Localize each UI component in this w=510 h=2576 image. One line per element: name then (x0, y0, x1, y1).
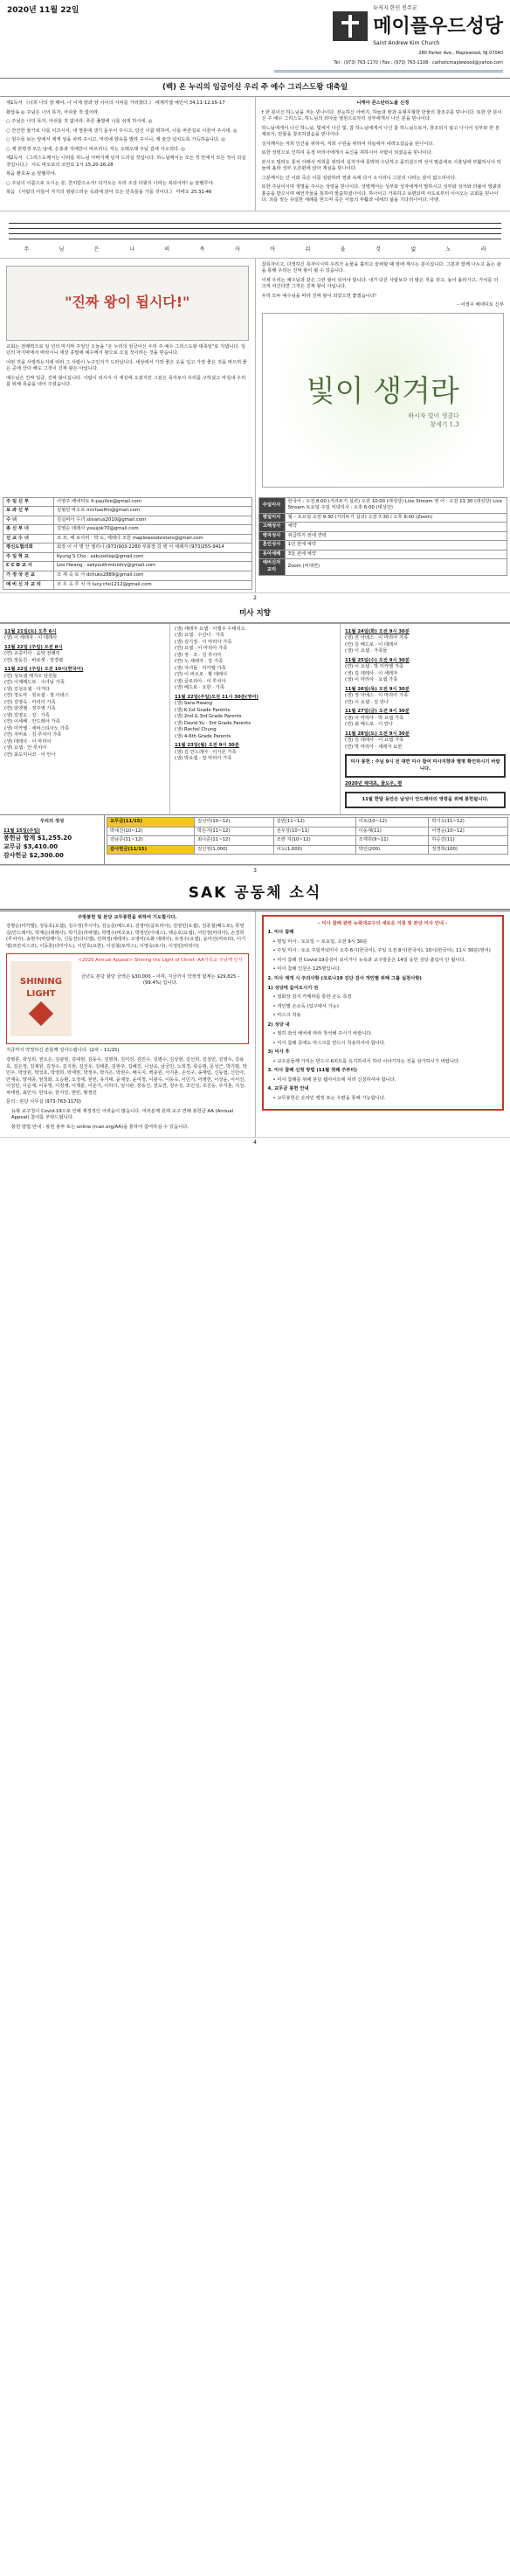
schedule-label: 평일미사 (258, 513, 285, 523)
covid-item: • 교우분들께 가리는 반드시 6피트를 유지하셔서 하여 이야기하는 것을 삼가하시기 바랍니다. (272, 1058, 460, 1064)
church-en-name: Saint Andrew Kim Church (373, 39, 440, 46)
mass-intention-item: (생) 2nd & 3rd Grade Parents (175, 714, 242, 720)
schedule-row (258, 541, 507, 551)
schedule-row (258, 513, 507, 523)
covid-item: • 필히 좌석 배치에 따라 착석해 주시기 바랍니다. (272, 1031, 373, 1037)
mass-intention-item: (연) 자비로 · 김 루치아 가족 (4, 732, 62, 738)
staff-role: C C D 교 사 (3, 562, 54, 571)
mass-intention-item: (연) 노 세레자 · 강 가족 (175, 659, 224, 665)
mass-intention-item: (연) 장동진 · 바로셋 · 장경렬 (4, 657, 64, 663)
mass-intention-item: (연) 성요셉 레지오 단원들 (4, 673, 58, 679)
offering-cell: 박인(200) (355, 845, 429, 855)
lyric-syllable: 노 (445, 246, 451, 253)
staff-row (3, 552, 252, 562)
reading-line: 복음 《사람의 아들이 자기의 영광스러운 옥좌에 앉아 모든 민족들을 가를 것이다.》 마태오 25,31-46 (6, 190, 212, 196)
schedule-value: 한국어 : 오전 8:00 (거리두기 실외) 오전 10:00 (대성당) Live Stream 영 어 : 오전 11:30 (대성당) Live Stream 토요일 주일 저녁미사 : 오후 6:00 (대성당) (285, 497, 507, 513)
offering-table-row (107, 836, 508, 846)
staff-table (3, 497, 252, 590)
sak-news-title: SAK 공동체 소식 (0, 877, 510, 911)
offering-table (107, 817, 508, 855)
appeal-note: 뉴왁 교구청이 Covid-19으로 인해 재정적인 어려움이 많습니다. 여러분께 원래 교구 연례 봉헌금 AA (Annual Appeal) 참여를 부탁드립니다. (11, 1108, 234, 1121)
church-address: 280 Parker Ave., Maplewood, NJ 07040 (418, 51, 503, 57)
schedule-row (258, 550, 507, 559)
schedule-row (258, 497, 507, 513)
mass-intention-item: (생) 전 아녜스 · 이 마리아 가족 (345, 635, 409, 641)
mass-intention-item: (생) 자녀들 · 미카엘 가족 (175, 665, 226, 671)
mass-intention-item: (생) 이 요셉 · 가족들 (345, 648, 388, 654)
offering-cell: 이토(10~12) (355, 818, 429, 828)
lyric-syllable: 자 (234, 246, 240, 253)
staff-role: 보 좌 신 부 (3, 507, 54, 516)
offering-cell: 박기오(11~12) (429, 818, 508, 828)
king-illustration (6, 266, 249, 341)
mass-notice: 미사 봉헌 : 주님 9시 전 대면 미사 참여 미사지향과 별명 확인하시기 바랍니다. (345, 754, 506, 778)
homily-paragraph: 참목자이고, 다정하신 목자이시며 우리가 눈물을 흘리고 슬퍼할 때 옆에 계시는 분이십니다. 그분과 함께 나누고 돕는 삶을 통해 우리는 진짜 왕이 될 수 있습니다. (261, 261, 501, 274)
calligraphy-text: 빛이 생겨라 (306, 373, 459, 409)
lyric-syllable: 것 (376, 246, 381, 253)
staff-row (3, 571, 252, 580)
mass-intention-item: (생) 글로리아 · 이 루치아 (175, 678, 226, 684)
schedule-label: 병자성사 (258, 531, 285, 541)
homily-paragraph: 이제 우리는 예수님과 같은 그런 왕이 되어야 합니다. 내가 다른 사람보다 더 많은 것을 갖고, 높이 올라가고, 가치를 더 크게 여긴다면 그것은 진짜 왕이 아닙니다. (261, 277, 499, 290)
mass-intention-item: (연) 이 요셉 · 김 안나 (345, 699, 389, 705)
church-name: 메이플우드성당 (373, 15, 503, 38)
mass-day-heading: 11월 21일(토) 오후 6시 (4, 628, 57, 634)
mass-intention-item: (생) 요셉 · 안 루치아 (4, 745, 47, 751)
creed-column (255, 97, 510, 211)
music-staff-lines (9, 218, 501, 239)
reading-line: ○ 주님은 나의 목자, 아쉬울 것 없어라. 푸른 풀밭에 나를 쉬게 하시네. ◎ (6, 119, 153, 125)
lyric-syllable: 라 (480, 246, 486, 253)
reading-line: ○ 제 한평생 모든 날에, 은총과 자애만이 따르리니, 저는 오래오래 주님 집에 사오리다. ◎ (6, 146, 186, 152)
offering-section (0, 814, 510, 865)
readings-section (0, 97, 510, 211)
heart-icon (29, 1001, 53, 1026)
appeal-banner: <2020 Annual Appeal> Shining the Light of Christ -AA가족교 주님께 인사 - (78, 958, 243, 970)
mass-column (0, 624, 169, 815)
schedule-label: 주일미사 (258, 497, 285, 513)
schedule-label: 예비신자 교리 (258, 559, 285, 575)
creed-paragraph: 하느님에게서 나신 하느님, 빛에서 나신 빛, 참 하느님에게서 나신 참 하느님으로서, 창조되지 않고 나시어 성부와 한 본체로서, 만물을 창조하셨음을 믿나이다. (261, 125, 500, 138)
staff-contact: 조 재 숙 로 사 dchuks2889@gmail.com (54, 571, 252, 580)
reading-line: 복음 환호송 ◎ 알렐루야. (6, 171, 57, 177)
lyric-syllable: 은 (93, 246, 100, 253)
staff-contact: 조 모, 배 로사리 · 박 도, 세레나 조한 maplewoodsisters@gmail.com (54, 534, 252, 544)
covid-item: 3) 미사 후 (267, 1049, 290, 1056)
page-number: 2 (0, 592, 510, 605)
schedule-table (258, 497, 508, 576)
covid-item: • 미사 참례를 위해 본당 웹사이트에 미리 신청하셔야 합니다. (272, 1077, 396, 1083)
staff-contact: 김실비아 수녀 silvanus2010@gmail.com (54, 516, 252, 525)
schedule-label: 고해성사 (258, 523, 285, 532)
appeal-contact: 문의 : 본당 사무실 (973-763-1170) (6, 1099, 81, 1105)
mass-day-heading: 11월 22일(주일)오전 11시 30분(영어) (175, 694, 258, 700)
offering-table-row (107, 818, 508, 828)
creed-paragraph: 성자께서는 저희 인간을 위하여, 저희 구원을 위하여 하늘에서 내려오셨음을 믿나이다. (261, 141, 435, 147)
appeal-logo: SHINING LIGHT (10, 961, 72, 1036)
mass-intention-item: (생) 김 데레사 · 이 요셉 가족 (345, 737, 404, 744)
appeal-sub: 금년도 본당 할당 금액은 $30,000 – 이며, 지금까지 약정액 합계는 $29,825 –(99.4%) 입니다. (80, 973, 240, 987)
mass-intention-item: (연) 정도마 · 원요셉 · 정 아녜스 (4, 693, 69, 699)
reading-line: 제2독서 《그리스도께서는 나라를 하느님 아버지께 넘겨 드리실 것입니다. 하느님께서는 모든 것 안에서 모든 것이 되실 것입니다.》 사도 바오로의 코린토 1서 15,20-26.28 (6, 156, 246, 168)
calligraphy-ref: 창세기 1,3 (430, 420, 459, 428)
lyric-syllable: 나 (129, 246, 134, 253)
offering-amount: $3,410.00 (23, 843, 59, 851)
offering-cell: 김빈(11~12) (273, 818, 355, 828)
homily-paragraph: 예수님은 진짜 임금, 진짜 왕이십니다. 사람이 되시어 이 세상에 오셨지만 그분은 목자로서 우리를 구하셨고 마침내 우리를 위해 목숨을 내어 주셨습니다. (6, 375, 246, 388)
covid-item: 1. 미사 참례 (267, 930, 294, 936)
covid-item: 3. 미사 참례 신청 방법 (11월 첫째 주부터) (267, 1068, 357, 1074)
schedule-label: 유아세례 (258, 550, 285, 559)
page-number: 3 (0, 865, 510, 877)
church-photo (274, 70, 503, 73)
staff-role: 가 정 국 전 교 (3, 571, 54, 580)
staff-row (3, 516, 252, 525)
mass-intention-item: (생) 김 데레사 · 이 세레자 (345, 670, 398, 676)
lyric-syllable: 님 (59, 246, 65, 253)
offering-cell: 조엔 지(10~12) (273, 836, 355, 846)
prayer-names: 강명순(미카엘), 강동호(요셉), 김수정(루시아), 김승준(베드로), 김영미(글로리아), 김영민(요셉), 김종철(베드로), 류영길(안드레아), 박계순(데레사), 박기준(라파엘), 박명수(바오로), 박정민(아녜스), 백승호(요셉), 서민정(마리아), 손경희(루치아), 송현주(막달레나), 신동진(다니엘), 안희정(세레자), 오영미(소화 데레사), 유정수(요셉), 윤미선(마르타), 이기영(프란치스코), 이동훈(다미아노), 이민호(요한), 이상철(토마스), 이영숙(로사), 이정민(마리아) (6, 924, 246, 949)
readings-column (0, 97, 255, 211)
mass-day-heading: 11월 22일 (주일) 오전 8시 (4, 644, 63, 650)
covid-title: – 미사 참례 관련 뉴왁대교구의 새로운 지침 및 본당 미사 안내 – (318, 920, 448, 926)
bulletin-page (0, 0, 510, 1149)
mass-day-heading: 11월 25일(수) 오전 9시 30분 (345, 657, 410, 663)
offering-date: 11월 15일(주일) (3, 828, 40, 834)
staff-contact: 회장 이 사 명 안 젤리나 (973)903-2280 부회장 김 병 이 세례자 (973)255-9414 (54, 544, 252, 553)
schedule-value: 예약 (285, 523, 507, 532)
prayer-title: 주방봉헌 및 본당 교무봉헌을 위하여 기도합시다. (77, 914, 177, 920)
schedule-value: 월 – 토요일 오전 9:30 (거리두기 실외) 오전 7:30 / 오후 8:00 (Zoom) (285, 513, 507, 523)
lyric-syllable: 쉬 (305, 246, 311, 253)
covid-item: • 주일 미사 : 토요 주일저녁미사 오후 6시(한국어), 주일 오전 8시(한국어), 10시(한국어), 11시 30분(영어) (272, 948, 491, 954)
staff-row (3, 534, 252, 544)
offering-cell: 조재원(9~11) (355, 836, 429, 846)
advent-title: 2020년 제대초, 꽃도우, 평 (345, 781, 403, 787)
mass-intentions-title: 미사 지향 (0, 605, 510, 623)
mass-intention-item: (연) 이제베드로 · 수녀님 가족 (4, 680, 65, 686)
mass-day-heading: 11월 23일(월) 오전 9시 30분 (175, 743, 239, 749)
lyric-syllable: 아 (270, 246, 275, 253)
annual-appeal-box (6, 953, 249, 1044)
staff-role: 선 교 수 녀 (3, 534, 54, 544)
mass-intention-item: (생) 데레사 · 이 마리아 (4, 738, 52, 744)
reading-line: 제1독서 《너희 나의 양 떼야, 나 이제 양과 양 사이의 시비를 가리겠다.》 에제키엘 예언서 34,11-12.15-17 (6, 100, 225, 107)
offering-cell: 전남준(11~12) (107, 836, 195, 846)
mass-column (169, 624, 340, 815)
mass-intention-item: (생) 세레자 요셉 · 이엘주 수태리오 (175, 626, 245, 632)
schedule-value: 위급하지 전에 연락 (285, 531, 507, 541)
church-logo-icon (333, 11, 368, 41)
covid-item: • 미사 참례 인원은 125명입니다. (272, 966, 341, 973)
offering-table-row (107, 845, 508, 855)
offering-table-row (107, 827, 508, 836)
mass-column (340, 624, 510, 815)
creed-paragraph: 본시오 빌라도 통치 아래서 저희를 위하여 십자가에 못박혀 수난하고 묻히셨으며 성서 말씀대로 사흗날에 부활하시어 하늘에 올라 성부 오른편에 앉아 계심을 믿나이다. (261, 159, 501, 172)
offering-cell: 박은지(11~12) (194, 827, 273, 836)
mass-intention-item: (생) 미카엘 · 세바스티아노 가족 (4, 725, 69, 731)
schedule-value: Zoom (비대면) (285, 559, 507, 575)
offering-cell: 이영순(10~12) (429, 827, 508, 836)
offering-cell: 박대진(10~12) (107, 827, 195, 836)
mass-intention-item: (생) David Yu · 3rd Grade Parents (175, 720, 251, 726)
offering-label: 교무금 (3, 843, 24, 851)
mass-intention-item: (생) 정 · 조 · 김 루시아 (175, 652, 222, 658)
sak-section (0, 911, 510, 1137)
covid-item: 2) 성당 내 (267, 1021, 290, 1028)
offering-amount: $2,300.00 (29, 852, 64, 860)
mass-intention-item: (생) Rachel Chung (175, 727, 217, 733)
creed-title: 니케아 콘스탄티노플 신경 (356, 100, 410, 107)
mass-intention-item: (생) 이 세레자 · 이 데레사 (4, 635, 58, 641)
creed-paragraph: 또한 주님이시며 생명을 주시는 성령을 믿나이다. 성령께서는 성부와 성자에게서 발하시고 성부와 성자와 더불어 영광과 흠숭을 받으시며 예언자들을 통하여 말씀하셨나이다. 하나이고 거룩하고 보편되며 사도로부터 이어오는 교회를 믿나이다. 죄를 씻는 유일한 세례를 믿으며 죽은 이들의 부활과 내세의 삶을 기다리나이다. 아멘. (261, 184, 501, 204)
homily-paragraph: 우리 모두 예수님을 따라 진짜 왕이 되었으면 좋겠습니다! (261, 293, 377, 299)
offering-row (3, 834, 100, 843)
covid-item: • 마스크 착용 (272, 1013, 301, 1019)
offering-title: 우리의 정성 (39, 819, 65, 825)
mass-intentions-grid (0, 623, 510, 815)
staff-role: 총 신 부 녀 (3, 525, 54, 535)
appeal-thanks: 지금까지 약정하신 분들께 감사드립니다. (2차 – 11/15) (6, 1048, 120, 1054)
offering-cell: 정경희(100) (429, 845, 508, 855)
mass-intention-item: (생) 요셉 · 수산나 · 가족 (175, 633, 224, 639)
mass-intention-item: (연) 교중미사 · 음악 전례부 (4, 651, 60, 657)
offering-row (3, 852, 100, 861)
mass-intention-item: (생) 김성요셉 · 아가다 (4, 686, 50, 692)
staff-row (3, 562, 252, 571)
covid-item: • 평일 미사 : 토요일 ~ 토요일, 오전 9시 30분 (272, 938, 368, 945)
schedule-value: 1년 전에 예약 (285, 541, 507, 551)
staff-row (3, 580, 252, 590)
offering-label: 봉헌금 합계 (3, 834, 38, 842)
calligraphy-artwork (262, 313, 505, 488)
mass-intention-item: (생) 베드로 · 요한 · 가족 (175, 685, 224, 691)
hymn-lyrics (9, 246, 501, 254)
offering-cell: 최나준(11~12) (194, 836, 273, 846)
appeal-note: 봉헌 방법 안내 : 봉헌 봉투 또는 online (rcan.org/AA)을 통하여 참여하실 수 있습니다. (11, 1124, 190, 1130)
page-number: 4 (0, 1137, 510, 1149)
offering-label: 감사헌금 (3, 852, 30, 860)
lyric-syllable: 주 (24, 246, 30, 253)
staff-role: 예 비 신 자 교 리 (3, 580, 54, 590)
mass-intention-item: (연) 이세베 · 안드레아 가족 (4, 719, 60, 725)
church-contact: Tel : (973) 763-1170 / Fax : (973) 763-1108 · catholicmaplewood@yahoo.com (334, 60, 503, 66)
mass-intention-item: (생) 이 마리아 · 박 요셉 가족 (345, 715, 404, 721)
staff-contact: 조 우 옥 루 치 아 lucy.cho1212@gmail.com (54, 580, 252, 590)
feast-title: (백) 온 누리의 임금이신 우리 주 예수 그리스도왕 대축일 (0, 79, 510, 97)
mass-day-heading: 11월 22일 (주일) 오전 10시(한국어) (4, 667, 84, 673)
offering-cell: 교무금(11/15) (107, 818, 195, 828)
king-caption: "진짜 왕이 됩시다!" (65, 294, 190, 311)
schedule-value: 3달 전에 예약 (285, 550, 507, 559)
staff-contact: 김영순 데레사 yssujok70@gmail.com (54, 525, 252, 535)
lyric-syllable: 없 (410, 246, 417, 253)
mass-day-heading: 11월 28일(토) 오전 9시 30분 (345, 731, 410, 737)
offering-cell: 이도(1,000) (273, 845, 355, 855)
covid-item: 2. 미사 재개 시 주의사항 (코로나19 진단 검사 개인별 위해 그룹 실천사항) (267, 976, 422, 981)
offering-cell: 김선미(10~12) (194, 818, 273, 828)
staff-contact: Kyung S Cho : sakuosliep@gmail.com (54, 552, 252, 562)
covid-item: • 교무봉헌은 온라인 뱅킹 또는 우편을 통해 가능합니다. (272, 1095, 386, 1101)
appeal-donor-list: 강병훈, 곽성희, 권오은, 김광현, 김대현, 김동수, 김명희, 김미진, 김민수, 김병수, 김상현, 김선희, 김성민, 김영수, 김용호, 김은정, 김재원, 김정수, 김지현, 김진우, 김태훈, 김현주, 김혜진, 나상욱, 남궁민, 노희경, 류승범, 문성근, 박기범, 박민우, 박상원, 박성호, 박영희, 박재현, 박정우, 박지은, 박현수, 배수지, 백종원, 서지훈, 손석구, 송재림, 신동엽, 신민아, 안재욱, 양세종, 엄정화, 오승환, 오정세, 원빈, 유지태, 윤계상, 윤여정, 이광수, 이동욱, 이민기, 이병헌, 이상윤, 이서진, 이성민, 이순재, 이유영, 이정재, 이제훈, 이준기, 이하늬, 임시완, 장동건, 전도연, 정우성, 조인성, 조진웅, 주지훈, 지성, 차태현, 최민식, 한석규, 한지민, 현빈, 황정민 (6, 1057, 247, 1096)
offering-cell: 감사헌금(11/15) (107, 845, 195, 855)
homily-signature: – 이영주 베네딕토 신부 (457, 302, 504, 308)
mass-intention-item: (생) 김 안드레아 · 이시몬 가족 (175, 749, 237, 755)
creed-paragraph: † 한 분이신 하느님을 저는 믿나이다. 전능하신 아버지, 하늘과 땅과 유형무형한 만물의 창조주를 믿나이다. 또한 한 분이신 주 예수 그리스도, 하느님의 외아들 영원으로부터 성부에게서 나신 분을 믿나이다. (261, 109, 502, 122)
mass-intention-item: (생) K-1st Grade Parents (175, 707, 231, 713)
creed-paragraph: 또한 성령으로 인하여 동정 마리아에게서 육신을 취하시어 사람이 되셨음을 믿나이다. (261, 150, 433, 156)
bulletin-header (0, 0, 510, 79)
directory-section (0, 495, 510, 592)
lyric-syllable: 목 (199, 246, 205, 253)
mass-intention-item: (생) 이 마리아 · 요셉 가족 (345, 677, 398, 683)
mass-day-heading: 11월 27일(금) 오전 9시 30분 (345, 709, 410, 715)
homily-paragraph: 교회는 전례력으로 일 년의 마지막 주일인 오늘을 "온 누리의 임금이신 우리 주 예수 그리스도왕 대축일"로 지냅니다. 일년의 마지막에서 바라시니 세상 종말에 예수께서 왕으로 오실 것이라는 것을 믿습니다. (6, 343, 245, 357)
mass-intention-item: (연) 최 베드로 · 이 안나 (345, 722, 394, 728)
mass-intention-item: (연) 김 베드로 · 이 데레사 (345, 641, 398, 647)
reading-line: ○ 주님의 이름으로 오시는 분, 찬미받으소서! 다가오는 우리 조상 다윗의 나라는 복되어라! ◎ 알렐루야. (6, 180, 215, 186)
reading-line: ○ 원수들 보는 앞에서 제게 상을 차려 주시고, 머리에 향유를 발라 주시니, 제 술잔 넘치도록 가득하옵니다. ◎ (6, 137, 226, 143)
staff-row (3, 544, 252, 553)
mass-intention-item: (생) 박요셉 · 장 마리아 가족 (175, 756, 232, 762)
staff-row (3, 497, 252, 507)
covid-item: 4. 교무금 봉헌 안내 (267, 1086, 309, 1092)
schedule-label: 혼인성사 (258, 541, 285, 551)
covid-item: • 열화상 감지 카메라를 통한 온도 측정 (272, 994, 352, 1001)
covid-item: • 미사 참례 중에도 마스크를 반드시 착용하셔야 합니다. (272, 1040, 386, 1046)
staff-role: 수 녀 (3, 516, 54, 525)
mass-intention-item: (생) 4-6th Grade Parents (175, 733, 231, 739)
mass-intention-item: (연) 요셉 · 이 마리아 가족 (175, 646, 228, 652)
staff-row (3, 525, 252, 535)
mass-intention-item: (연) 최도미니코 · 이 안나 (4, 751, 56, 758)
church-small-name: 뉴저지 한인 천주교 (373, 5, 417, 11)
mass-intention-item: (연) 임엔젤 · 정주영 가족 (4, 706, 56, 712)
mass-intention-item: (연) 이 요셉 · 박 미카엘 가족 (345, 664, 404, 670)
mass-intention-item: (생) 정 아녜스 · 이 마리아 가족 (345, 693, 409, 699)
offering-cell: 이동재(11) (355, 827, 429, 836)
schedule-row (258, 523, 507, 532)
staff-contact: 이영주 베네딕토 fr.paullee@gmail.com (54, 497, 252, 507)
mass-day-heading: 11월 24일(화) 오전 9시 30분 (345, 628, 410, 634)
staff-contact: Leo Hwang : sakyouthministry@gmail.com (54, 562, 252, 571)
schedule-row (258, 559, 507, 575)
covid-item: 1) 성당에 들어오시기 전 (267, 985, 319, 991)
covid-item: • 미사 참례 전 Covid-19증상이 보이거나 뉴욕과 교구방문은 14일 동안 성당 출입이 안 됩니다. (272, 957, 466, 963)
mass-intention-item: (연) 김영숙 · 마리아 가족 (4, 699, 56, 705)
offering-row (3, 843, 100, 852)
homily-paragraph: 어떤 것을 사랑하는지에 따라 그 사람이 누구인지가 드러납니다. 세상에서 가장 좋은 옷을 입고 가장 좋은 것을 먹으며 좋은 곳에 산다 해도 그것이 진짜 왕은 아닙니다. (6, 359, 247, 372)
mass-intention-item: (생) Sara Hwang (175, 701, 212, 707)
staff-role: 평신도협의회 (3, 544, 54, 553)
offering-amount: $1,255.20 (37, 834, 72, 842)
advent-notice: 11월 한달 동안은 남성이 안드레아의 영령을 위해 봉헌됩니다. (345, 792, 506, 809)
calligraphy-sub: 하시자 빛이 생겼다 (408, 412, 459, 420)
homily-section (0, 259, 510, 495)
lyric-syllable: 의 (164, 246, 170, 253)
hymn-staff (0, 211, 510, 259)
mass-intention-item: (연) 박 마리아 · 세레자 요한 (345, 744, 403, 750)
offering-cell: 하승진(11) (429, 836, 508, 846)
mass-intention-item: (생) 김기정 · 이 마리아 가족 (175, 639, 232, 645)
lyric-syllable: 울 (340, 246, 346, 253)
staff-row (3, 507, 252, 516)
mass-intention-item: (연) 이 바오로 · 황 데레사 (175, 672, 228, 678)
reading-line: 화답송 ◎ 주님은 나의 목자, 아쉬울 것 없어라. (6, 109, 100, 115)
schedule-row (258, 531, 507, 541)
issue-date: 2020년 11월 22일 (7, 6, 79, 15)
offering-cell: 김인영(1,000) (194, 845, 273, 855)
mass-day-heading: 11월 26일(목) 오전 9시 30분 (345, 686, 410, 692)
covid-guidelines-box (262, 915, 505, 1111)
staff-role: 주 임 신 부 (3, 497, 54, 507)
staff-role: 주 일 학 교 (3, 552, 54, 562)
covid-item: • 개인별 손소독 (입구에서 가능) (272, 1003, 339, 1009)
reading-line: ○ 잔잔한 물가로 나를 이끄시어, 내 영혼에 생기 돋우어 주시고, 당신 이름 위하여, 나를 바른길로 이끌어 주시네. ◎ (6, 128, 238, 134)
mass-intention-item: (생) 김영도 · 강 · 가족 (4, 712, 50, 718)
offering-cell: 선우성(10~11) (273, 827, 355, 836)
staff-contact: 김형민 바오로 michaelfm@gmail.com (54, 507, 252, 516)
creed-paragraph: 그분께서는 산 이와 죽은 이를 심판하러 영광 속에 다시 오시리니 그분의 나라는 끝이 없으리이다. (261, 175, 457, 181)
